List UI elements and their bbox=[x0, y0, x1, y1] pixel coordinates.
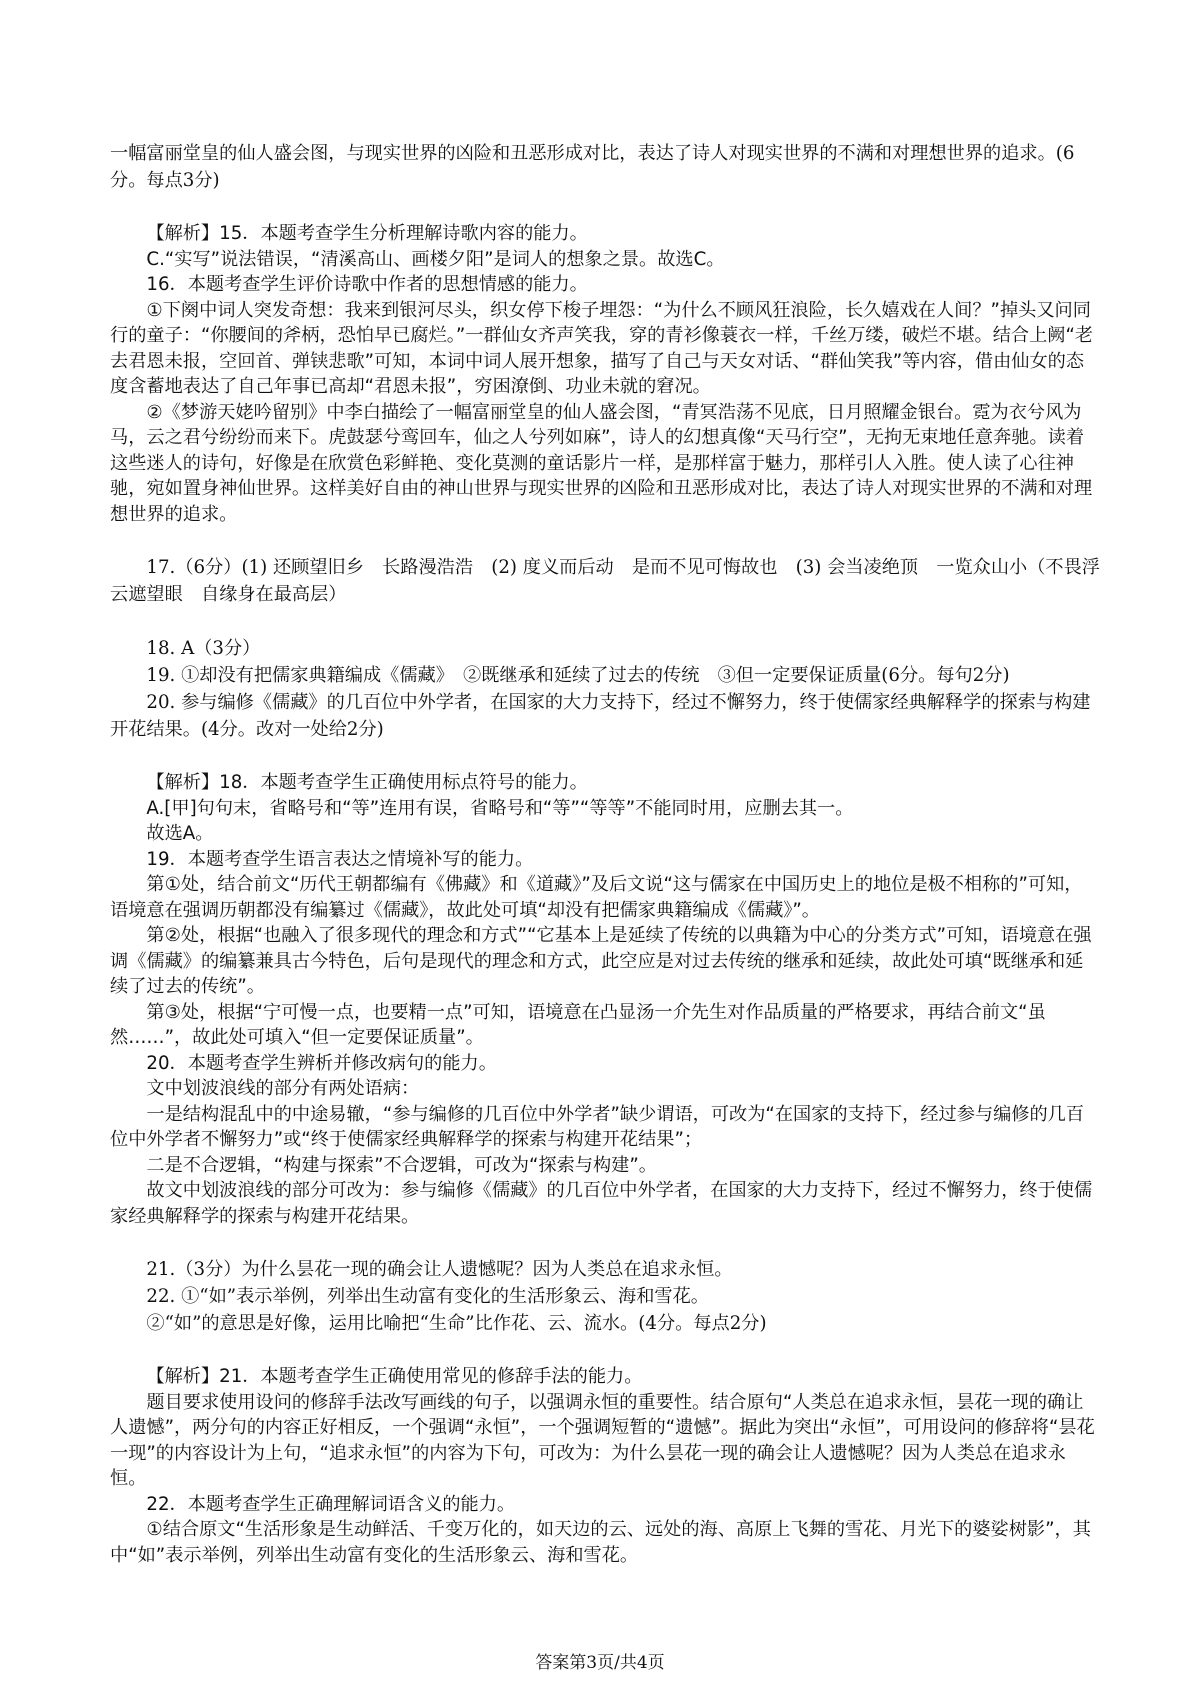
analysis-15-16 bbox=[110, 221, 1100, 527]
analysis-20-error-2: 二是不合逻辑，“构建与探索”不合逻辑，可改为“探索与构建”。 bbox=[146, 1154, 657, 1176]
analysis-22-point-1: ①结合原文“生活形象是生动鲜活、千变万化的，如天边的云、远处的海、高原上飞舞的雪花、月光下的婆娑树影”，其中“如”表示举例，列举出生动富有变化的生活形象云、海和雪花。 bbox=[110, 1519, 1091, 1566]
analysis-16-heading: 16．本题考查学生评价诗歌中作者的思想情感的能力。 bbox=[146, 274, 588, 295]
analysis-16-point-1: ①下阕中词人突发奇想：我来到银河尽头，织女停下梭子埋怨：“为什么不顾风狂浪险，长久嬉戏在人间？”掉头又问同行的童子：“你腰间的斧柄，恐怕早已腐烂。”一群仙女齐声笑我，穿的青衫像蓑衣一样，千丝万缕，破烂不堪。结合上阙“老去君恩未报，空回首、弹铗悲歌”可知，本词中词人展开想象，描写了自己与天女对话、“群仙笑我”等内容，借由仙女的态度含蓄地表达了自己年事已高却“君恩未报”，穷困潦倒、功业未就的窘况。 bbox=[110, 299, 1094, 397]
analysis-19-heading: 19．本题考查学生语言表达之情境补写的能力。 bbox=[146, 848, 534, 870]
answer-22-point-2: ②“如”的意思是好像，运用比喻把“生命”比作花、云、流水。(4分。每点2分) bbox=[146, 1313, 767, 1334]
answer-page bbox=[110, 140, 1100, 1568]
analysis-18-heading: 【解析】18．本题考查学生正确使用标点符号的能力。 bbox=[146, 772, 588, 793]
analysis-19-blank-1: 第①处，结合前文“历代王朝都编有《佛藏》和《道藏》”及后文说“这与儒家在中国历史上的地位是极不相称的”可知，语境意在强调历朝都没有编纂过《儒藏》，故此处可填“却没有把儒家典籍编成《儒藏》”。 bbox=[110, 874, 1083, 921]
analysis-19-blank-3: 第③处，根据“宁可慢一点，也要精一点”可知，语境意在凸显汤一介先生对作品质量的严格要求，再结合前文“虽然……”，故此处可填入“但一定要保证质量”。 bbox=[110, 1001, 1046, 1048]
intro-paragraph: 一幅富丽堂皇的仙人盛会图，与现实世界的凶险和丑恶形成对比，表达了诗人对现实世界的不满和对理想世界的追求。(6分。每点3分) bbox=[110, 143, 1075, 191]
analysis-15-text: C.“实写”说法错误，“清溪高山、画楼夕阳”是词人的想象之景。故选C。 bbox=[146, 248, 725, 270]
answer-20: 20. 参与编修《儒藏》的几百位中外学者，在国家的大力支持下，经过不懈努力，终于使儒家经典解释学的探索与构建开花结果。(4分。改对一处给2分) bbox=[110, 692, 1091, 740]
analysis-20-revision: 故文中划波浪线的部分可改为：参与编修《儒藏》的几百位中外学者，在国家的大力支持下，经过不懈努力，终于使儒家经典解释学的探索与构建开花结果。 bbox=[110, 1180, 1093, 1227]
answer-17: 17.（6分）(1) 还顾望旧乡 长路漫浩浩 (2) 度义而后动 是而不见可悔故也 (3) 会当凌绝顶 一览众山小（不畏浮云遮望眼 自缘身在最高层） bbox=[110, 557, 1100, 605]
analysis-21-22 bbox=[110, 1364, 1100, 1568]
analysis-20-heading: 20．本题考查学生辨析并修改病句的能力。 bbox=[146, 1052, 497, 1074]
analysis-22-heading: 22．本题考查学生正确理解词语含义的能力。 bbox=[146, 1493, 516, 1515]
answers-21-22 bbox=[110, 1256, 1100, 1337]
analysis-19-blank-2: 第②处，根据“也融入了很多现代的理念和方式”“它基本上是延续了传统的以典籍为中心的分类方式”可知，语境意在强调《儒藏》的编纂兼具古今特色，后句是现代的理念和方式，此空应是对过去传统的继承和延续，故此处可填“既继承和延续了过去的传统”。 bbox=[110, 925, 1092, 997]
analysis-20-intro: 文中划波浪线的部分有两处语病： bbox=[146, 1078, 420, 1099]
analysis-16-point-2: ②《梦游天姥吟留别》中李白描绘了一幅富丽堂皇的仙人盛会图，“青冥浩荡不见底，日月照耀金银台。霓为衣兮风为马，云之君兮纷纷而来下。虎鼓瑟兮鸾回车，仙之人兮列如麻”，诗人的幻想真像“天马行空”，无拘无束地任意奔驰。读着这些迷人的诗句，好像是在欣赏色彩鲜艳、变化莫测的童话影片一样，是那样富于魅力，那样引人入胜。使人读了心往神驰，宛如置身神仙世界。这样美好自由的神山世界与现实世界的凶险和丑恶形成对比，表达了诗人对现实世界的不满和对理想世界的追求。 bbox=[110, 401, 1093, 525]
answer-21: 21.（3分）为什么昙花一现的确会让人遗憾呢？因为人类总在追求永恒。 bbox=[146, 1259, 733, 1280]
analysis-18-20 bbox=[110, 770, 1100, 1229]
answer-18: 18. A（3分） bbox=[146, 638, 261, 659]
analysis-21-text: 题目要求使用设问的修辞手法改写画线的句子，以强调永恒的重要性。结合原句“人类总在追求永恒，昙花一现的确让人遗憾”，两分句的内容正好相反，一个强调“永恒”，一个强调短暂的“遗憾”。据此为突出“永恒”，可用设问的修辞将“昙花一现”的内容设计为上句，“追求永恒”的内容为下句，可改为：为什么昙花一现的确会让人遗憾呢？因为人类总在追求永恒。 bbox=[110, 1391, 1095, 1489]
analysis-21-heading: 【解析】21．本题考查学生正确使用常见的修辞手法的能力。 bbox=[146, 1366, 643, 1387]
analysis-18-text: A.[甲]句句末，省略号和“等”连用有误，省略号和“等”“等等”不能同时用，应删去其一。 bbox=[146, 797, 854, 819]
answer-19: 19. ①却没有把儒家典籍编成《儒藏》 ②既继承和延续了过去的传统 ③但一定要保证质量(6分。每句2分) bbox=[146, 665, 1010, 686]
analysis-15-heading: 【解析】15．本题考查学生分析理解诗歌内容的能力。 bbox=[146, 223, 588, 244]
answer-22-point-1: 22. ①“如”表示举例，列举出生动富有变化的生活形象云、海和雪花。 bbox=[146, 1286, 709, 1307]
answers-18-20 bbox=[110, 635, 1100, 743]
page-footer: 答案第3页/共4页 bbox=[535, 1653, 665, 1673]
analysis-20-error-1: 一是结构混乱中的中途易辙，“参与编修的几百位中外学者”缺少谓语，可改为“在国家的支持下，经过参与编修的几百位中外学者不懈努力”或“终于使儒家经典解释学的探索与构建开花结果”； bbox=[110, 1103, 1085, 1150]
analysis-18-conclusion: 故选A。 bbox=[146, 823, 214, 844]
